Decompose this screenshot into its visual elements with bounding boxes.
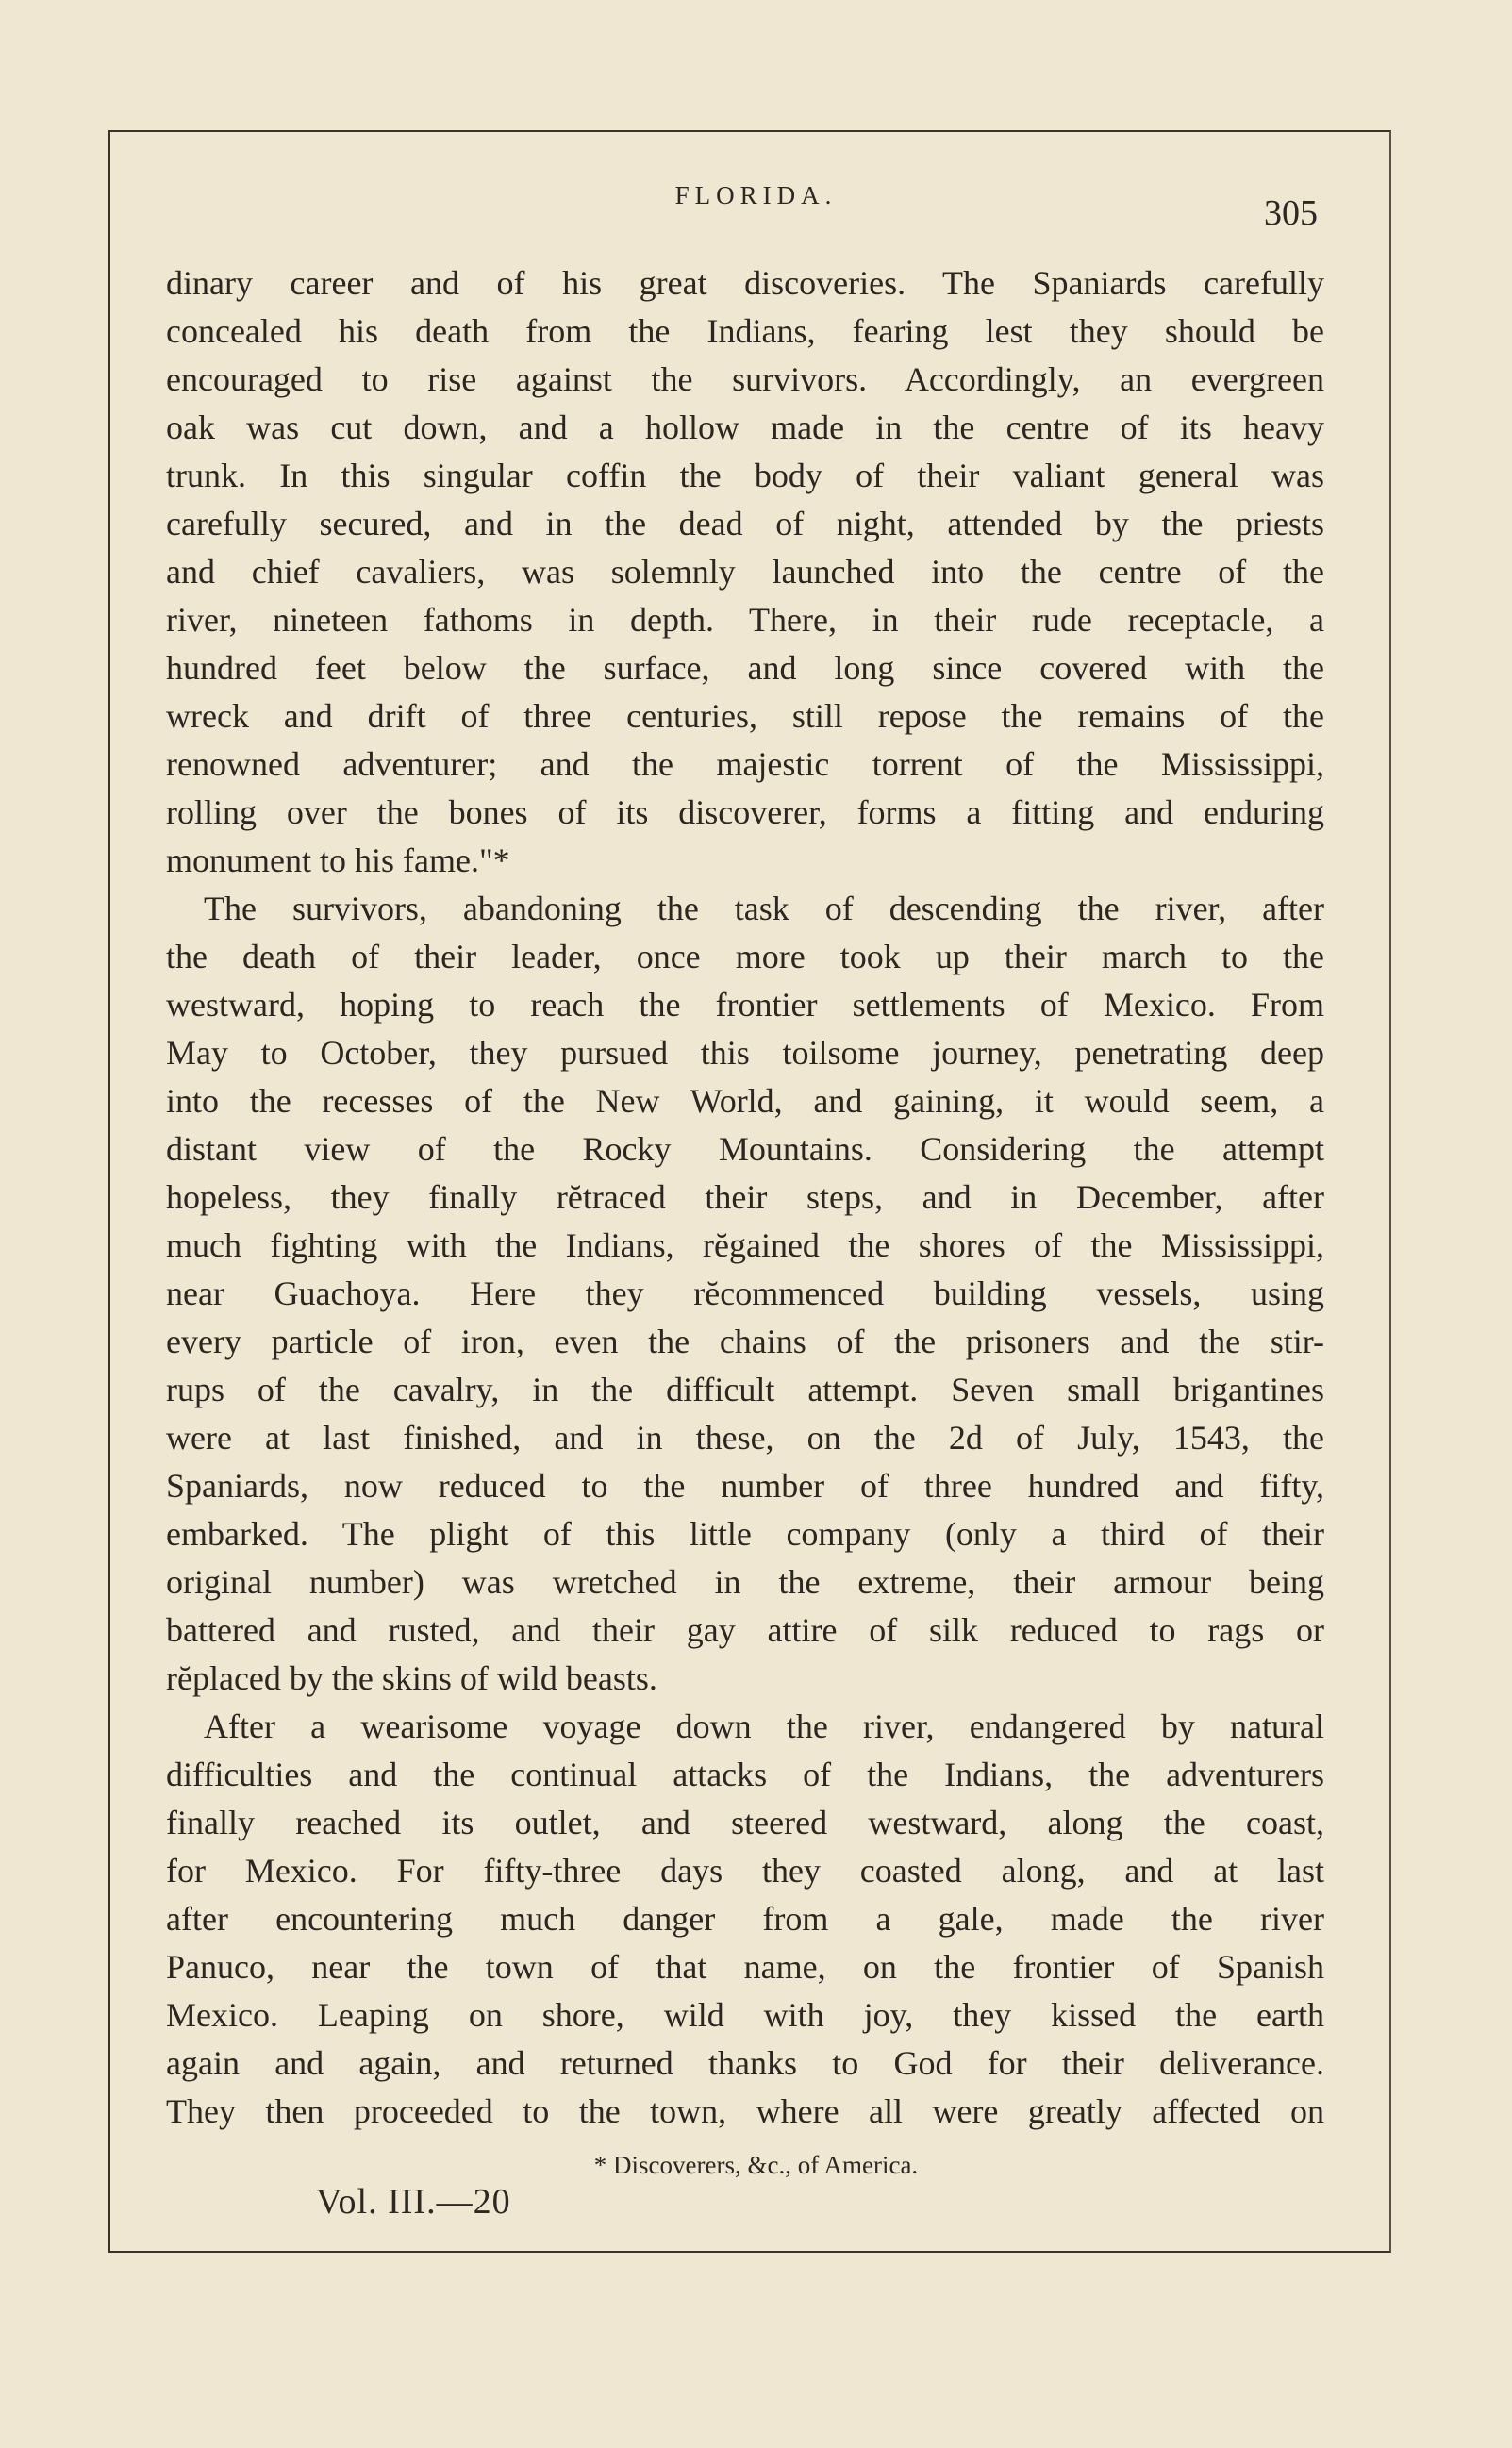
text-line: into the recesses of the New World, and gaining, it would seem, a — [166, 1082, 1324, 1120]
text-line: May to October, they pursued this toilsome journey, penetrating deep — [166, 1034, 1324, 1072]
text-line: and chief cavaliers, was solemnly launched into the centre of the — [166, 553, 1324, 591]
text-line: Spaniards, now reduced to the number of three hundred and fifty, — [166, 1467, 1324, 1505]
text-line: embarked. The plight of this little company (only a third of their — [166, 1515, 1324, 1553]
footnote: * Discoverers, &c., of America. — [593, 2151, 919, 2179]
text-line: hundred feet below the surface, and long since covered with the — [166, 649, 1324, 687]
text-line: finally reached its outlet, and steered westward, along the coast, — [166, 1804, 1324, 1841]
text-line: every particle of iron, even the chains of the prisoners and the stir- — [166, 1323, 1324, 1360]
text-line: carefully secured, and in the dead of night, attended by the priests — [166, 505, 1324, 542]
text-line: rĕplaced by the skins of wild beasts. — [166, 1659, 657, 1697]
body-text — [166, 259, 1324, 2136]
text-line: hopeless, they finally rĕtraced their steps, and in December, after — [166, 1178, 1324, 1216]
text-line: after encountering much danger from a gale, made the river — [166, 1900, 1324, 1938]
text-line: The survivors, abandoning the task of descending the river, after — [204, 890, 1324, 927]
text-line: dinary career and of his great discoveries. The Spaniards carefully — [166, 264, 1324, 302]
text-line: monument to his fame."* — [166, 841, 510, 879]
text-line: Mexico. Leaping on shore, wild with joy, they kissed the earth — [166, 1996, 1324, 2034]
text-line: much fighting with the Indians, rĕgained the shores of the Mississippi, — [166, 1226, 1324, 1264]
text-line: encouraged to rise against the survivors. Accordingly, an evergreen — [166, 360, 1324, 398]
text-line: near Guachoya. Here they rĕcommenced building vessels, using — [166, 1274, 1324, 1312]
text-line: trunk. In this singular coffin the body of their valiant general was — [166, 457, 1324, 494]
text-line: wreck and drift of three centuries, still repose the remains of the — [166, 697, 1324, 735]
text-line: the death of their leader, once more took up their march to the — [166, 938, 1324, 975]
text-line: concealed his death from the Indians, fearing lest they should be — [166, 312, 1324, 350]
text-line: difficulties and the continual attacks of the Indians, the adventurers — [166, 1756, 1324, 1793]
text-line: river, nineteen fathoms in depth. There, in their rude receptacle, a — [166, 601, 1324, 639]
text-line: rolling over the bones of its discoverer, forms a fitting and enduring — [166, 793, 1324, 831]
text-line: rups of the cavalry, in the difficult attempt. Seven small brigantines — [166, 1371, 1324, 1408]
text-line: Panuco, near the town of that name, on the frontier of Spanish — [166, 1948, 1324, 1986]
signature-mark: Vol. III.—20 — [316, 2182, 511, 2222]
text-line: westward, hoping to reach the frontier settlements of Mexico. From — [166, 986, 1324, 1024]
text-line: original number) was wretched in the extreme, their armour being — [166, 1563, 1324, 1601]
text-line: for Mexico. For fifty-three days they coasted along, and at last — [166, 1852, 1324, 1890]
text-line: battered and rusted, and their gay attire of silk reduced to rags or — [166, 1611, 1324, 1649]
text-line: distant view of the Rocky Mountains. Considering the attempt — [166, 1130, 1324, 1168]
text-line: oak was cut down, and a hollow made in the centre of its heavy — [166, 408, 1324, 446]
text-line: After a wearisome voyage down the river, endangered by natural — [204, 1707, 1324, 1745]
page-number: 305 — [1264, 193, 1318, 233]
text-line: They then proceeded to the town, where all were greatly affected on — [166, 2092, 1324, 2130]
text-line: renowned adventurer; and the majestic torrent of the Mississippi, — [166, 745, 1324, 783]
text-line: again and again, and returned thanks to God for their deliverance. — [166, 2044, 1324, 2082]
text-line: were at last finished, and in these, on the 2d of July, 1543, the — [166, 1419, 1324, 1457]
running-head: FLORIDA. — [674, 181, 838, 209]
